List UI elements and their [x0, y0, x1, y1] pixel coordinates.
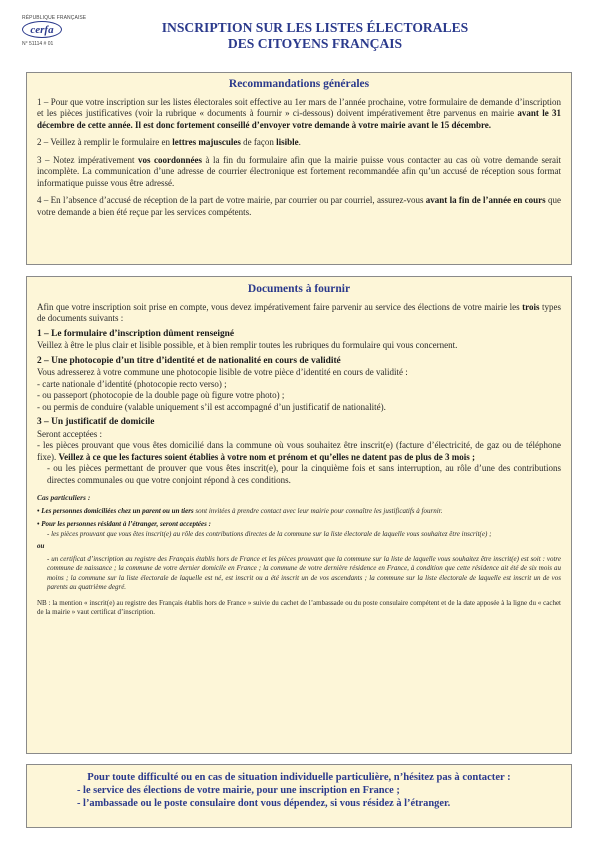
recommendations-box: [26, 72, 572, 265]
reco-p4-text: 4 – En l’absence d’accusé de réception de la part de votre mairie, par courrier ou par courriel, assurez-vous: [37, 195, 426, 205]
special-case-2-title: • Pour les personnes résidant à l’étranger, seront acceptées :: [37, 520, 211, 528]
recommendations-heading: Recommandations générales: [228, 78, 370, 90]
special-case-2-item-1: - les pièces prouvant que vous êtes inscrit(e) au rôle des contributions directes de la commune sur la liste électorale de laquelle vous souhaitez être inscrit(e) ;: [47, 529, 492, 538]
special-case-1-text: sont invitées à prendre contact avec leur mairie pour connaître les justificatifs à fournir.: [193, 506, 443, 515]
reco-paragraph-3: [37, 155, 561, 190]
section-2-item: - ou permis de conduire (valable uniquement s’il est accompagné d’un justificatif de nationalité).: [37, 401, 386, 412]
nota-bene: NB : la mention « inscrit(e) au registre des Français établis hors de France » suivie du cachet de l’ambassade ou du poste consulaire compétent et de la date apposée à la ligne du « cachet de la mairie » vaut certificat d’inscription.: [37, 598, 561, 616]
section-2-text: Vous adresserez à votre commune une photocopie lisible de votre pièce d’identité en cours de validité :: [37, 367, 408, 377]
reco-p2-text: 2 – Veillez à remplir le formulaire en: [37, 137, 173, 147]
title-line-2: DES CITOYENS FRANÇAIS: [227, 36, 403, 51]
reco-p1-bold: avant le 31 décembre de cette année. Il est donc fortement conseillé d’envoyer votre demande à votre mairie avant le 15 décembre.: [37, 108, 561, 130]
contact-heading: Pour toute difficulté ou en cas de situation individuelle particulière, n’hésitez pas à contacter :: [87, 772, 511, 783]
documents-box: [26, 276, 572, 754]
special-case-2-item-2: - un certificat d’inscription au registre des Français établis hors de France et les pièces prouvant que la commune sur la liste de laquelle vous souhaitez être inscrit(e) est soit : votre commune de naissance ; la commune de votre dernier domicile en France ; la commune de votre dernière résidence en France, à condition que cette résidence ait été de six mois au moins ; la commune sur la liste électorale de laquelle est né, est inscrit ou a été inscrit un de vos ascendants ; la commune sur la liste électorale de laquelle est inscrit un de vos parents au quatrième degré.: [47, 554, 561, 591]
cerfa-logo-text: cerfa: [30, 23, 54, 36]
special-case-1-bold: • Les personnes domiciliées chez un parent ou un tiers: [37, 506, 194, 515]
section-1-title: 1 – Le formulaire d’inscription dûment renseigné: [37, 328, 235, 339]
docs-intro-text2: types de documents suivants :: [37, 301, 561, 323]
cerfa-logo: [22, 21, 62, 38]
section-3-item-1-text: - les pièces prouvant que vous êtes domicilié dans la commune où vous souhaitez être inscrit(e) (facture d’électricité, de gaz ou de téléphone fixe).: [37, 440, 561, 462]
docs-intro: [37, 302, 561, 325]
reco-p2-bold: lettres majuscules: [172, 137, 241, 147]
contact-box: [26, 764, 572, 828]
page-header: [0, 0, 595, 60]
reco-p4-bold: avant la fin de l’année en cours: [425, 195, 546, 205]
reco-p3-bold: vos coordonnées: [138, 154, 203, 165]
republic-label: RÉPUBLIQUE FRANÇAISE: [22, 15, 87, 21]
section-3-item-1: [37, 440, 561, 463]
contact-item: - l’ambassade ou le poste consulaire dont vous dépendez, si vous résidez à l’étranger.: [77, 798, 451, 809]
title-line-1: INSCRIPTION SUR LES LISTES ÉLECTORALES: [161, 20, 469, 35]
special-case-1: [37, 507, 561, 517]
page-title: [100, 20, 530, 52]
reco-p3-text2: à la fin du formulaire afin que la mairie puisse vous contacter au cas où votre demande serait incomplète. La communication d’une adresse de courrier électronique est fortement recommandée afin qu’un accusé de réception sous format informatique puisse vous être adressé.: [37, 154, 562, 188]
cerfa-number: N° 51114 # 01: [22, 41, 54, 47]
reco-p2-text2: de façon: [240, 137, 277, 147]
section-2-item: - carte nationale d’identité (photocopie recto verso) ;: [37, 378, 227, 389]
section-3-item-2: - ou les pièces permettant de prouver que vous êtes inscrit(e), pour la cinquième fois et sans interruption, au rôle d’une des contributions directes communales ou que votre conjoint répond à ces conditions.: [47, 463, 561, 485]
section-3-text: Seront acceptées :: [37, 428, 102, 439]
section-2-item: - ou passeport (photocopie de la double page où figure votre photo) ;: [37, 390, 285, 400]
documents-heading: Documents à fournir: [247, 283, 351, 295]
reco-paragraph-2: [37, 137, 561, 149]
special-cases-label: Cas particuliers :: [37, 493, 91, 502]
reco-paragraph-1: [37, 97, 561, 132]
section-2-title: 2 – Une photocopie d’un titre d’identité et de nationalité en cours de validité: [37, 355, 341, 366]
reco-paragraph-4: [37, 195, 561, 218]
contact-item: - le service des élections de votre mairie, pour une inscription en France ;: [77, 785, 400, 796]
docs-intro-text: Afin que votre inscription soit prise en compte, vous devez impérativement faire parvenir au service des élections de votre mairie les: [37, 301, 523, 312]
section-3-item-1-bold: Veillez à ce que les factures soient établies à votre nom et prénom et qu’elles ne datent pas de plus de 3 mois ;: [58, 451, 476, 462]
reco-p2-bold2: lisible: [276, 137, 299, 147]
reco-p4-text2: que votre demande a bien été reçue par les services compétents.: [37, 195, 561, 217]
reco-p1-text: 1 – Pour que votre inscription sur les listes électorales soit effective au 1er mars de l’année prochaine, votre formulaire de demande d’inscription et les pièces justificatives (voir la rubrique « documents à fournir » ci-dessous) doivent impérativement être parvenus en mairie: [37, 96, 561, 118]
reco-p2-end: .: [298, 137, 301, 147]
docs-intro-bold: trois: [522, 301, 540, 312]
special-case-or: ou: [37, 542, 45, 550]
section-3-title: 3 – Un justificatif de domicile: [37, 417, 155, 427]
section-1-text: Veillez à être le plus clair et lisible possible, et à bien remplir toutes les rubriques du formulaire qui vous concernent.: [37, 340, 458, 350]
reco-p3-text: 3 – Notez impérativement: [37, 154, 138, 165]
